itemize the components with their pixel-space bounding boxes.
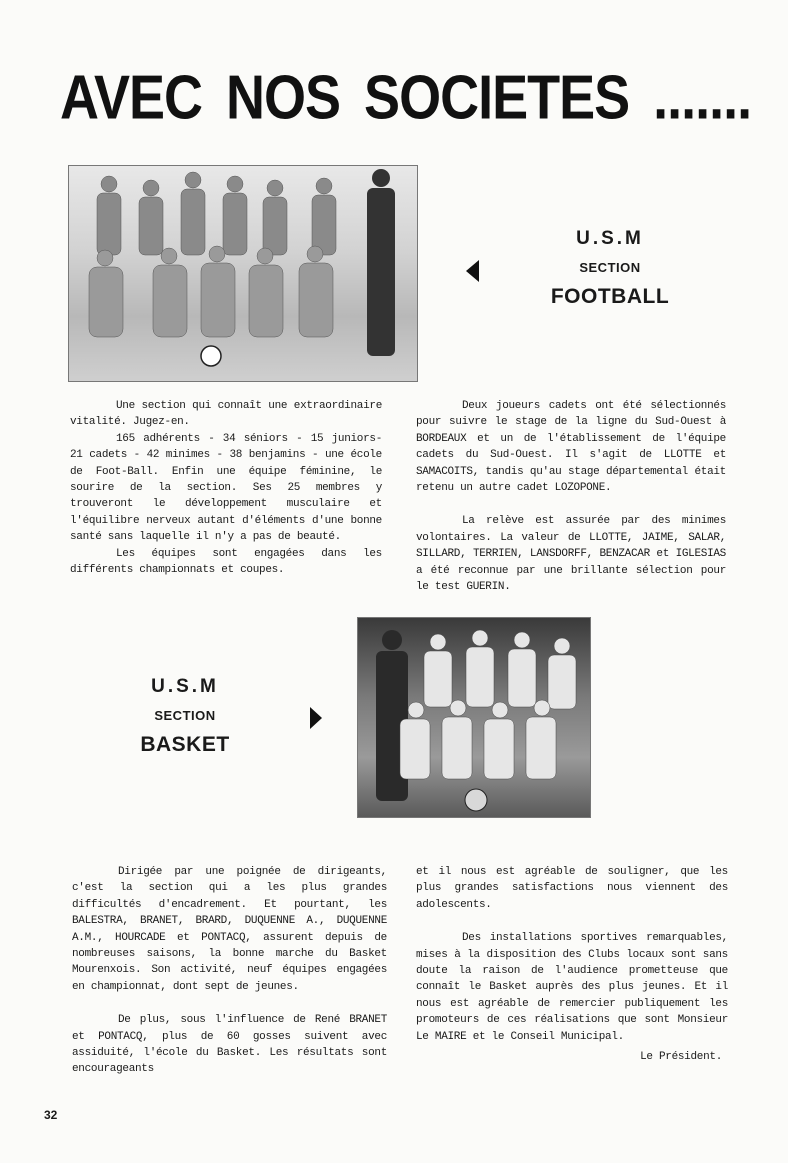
football-text-left	[70, 398, 382, 578]
paragraph: De plus, sous l'influence de René BRANET et PONTACQ, plus de 60 gosses suivent avec assiduité, l'école du Basket. Les résultats sont encourageants	[72, 1014, 387, 1076]
paragraph: Dirigée par une poignée de dirigeants, c'est la section qui a les plus grandes difficultés d'encadrement. Et pourtant, les BALESTRA, BRANET, BRARD, DUQUENNE A., DUQUENNE A.M., HOURCADE et PONTACQ, assurent depuis de nombreuses saisons, la bonne marche du Basket Mourenxois. Son activité, neuf équipes engagées en championnat, dont sept de jeunes.	[72, 866, 387, 993]
page-headline: AVEC NOS SOCIETES .......	[60, 63, 752, 133]
paragraph: Une section qui connaît une extraordinaire vitalité. Jugez-en.	[70, 400, 382, 429]
football-org: U.S.M	[576, 228, 644, 249]
basket-text-right	[416, 864, 728, 1065]
arrow-left-icon	[466, 260, 479, 282]
paragraph: Les équipes sont engagées dans les différents championnats et coupes.	[70, 547, 382, 577]
paragraph: La relève est assurée par des minimes volontaires. La valeur de LLOTTE, JAIME, SALAR, SILLARD, TERRIEN, LANSDORFF, BENZACAR et IGLESIAS a été reconnue par une brillante sélection pour le test GUERIN.	[416, 515, 726, 594]
page-number: 32	[44, 1108, 58, 1122]
paragraph: Des installations sportives remarquables, mises à la disposition des Clubs locaux sont sans doute la raison de l'audience prometteuse que connaît le Basket auprès des plus jeunes. Et il nous est agréable de remercier publiquement les promoteurs de ces réalisations que sont Monsieur Le MAIRE et le Conseil Municipal.	[416, 932, 728, 1043]
football-section-label: SECTION	[579, 260, 641, 275]
football-text-right	[416, 398, 726, 595]
paragraph: et il nous est agréable de souligner, que les plus grandes satisfactions nous viennent des adolescents.	[416, 866, 728, 911]
football-section-name: FOOTBALL	[550, 285, 670, 308]
basket-section-name: BASKET	[140, 733, 230, 756]
basket-team-silhouettes	[358, 618, 590, 817]
signature: Le Président.	[640, 1051, 722, 1064]
basket-text-left	[72, 864, 387, 1078]
basket-section-label: SECTION	[154, 708, 216, 723]
paragraph: 165 adhérents - 34 séniors - 15 juniors- 21 cadets - 42 minimes - 38 benjamins - une école de Foot-Ball. Enfin une équipe féminine, le sourire de la section. Ses 25 membres y trouveront le développement musculaire et l'équilibre nerveux autant d'éléments d'une bonne santé sans laquelle il n'y a pas de beauté.	[70, 432, 382, 544]
arrow-right-icon	[310, 707, 322, 729]
football-team-photo	[68, 165, 418, 382]
football-caption	[540, 228, 680, 309]
basket-caption	[120, 676, 250, 757]
paragraph: Deux joueurs cadets ont été sélectionnés pour suivre le stage de la ligne du Sud-Ouest à BORDEAUX et un de l'établissement de l'équipe cadets du Sud-Ouest. Il s'agit de LLOTTE et SAMACOITS, tandis qu'au stage départemental était retenu un autre cadet LOZOPONE.	[416, 400, 726, 495]
basket-team-photo	[357, 617, 591, 818]
football-team-silhouettes	[69, 166, 417, 381]
basket-org: U.S.M	[151, 676, 219, 697]
